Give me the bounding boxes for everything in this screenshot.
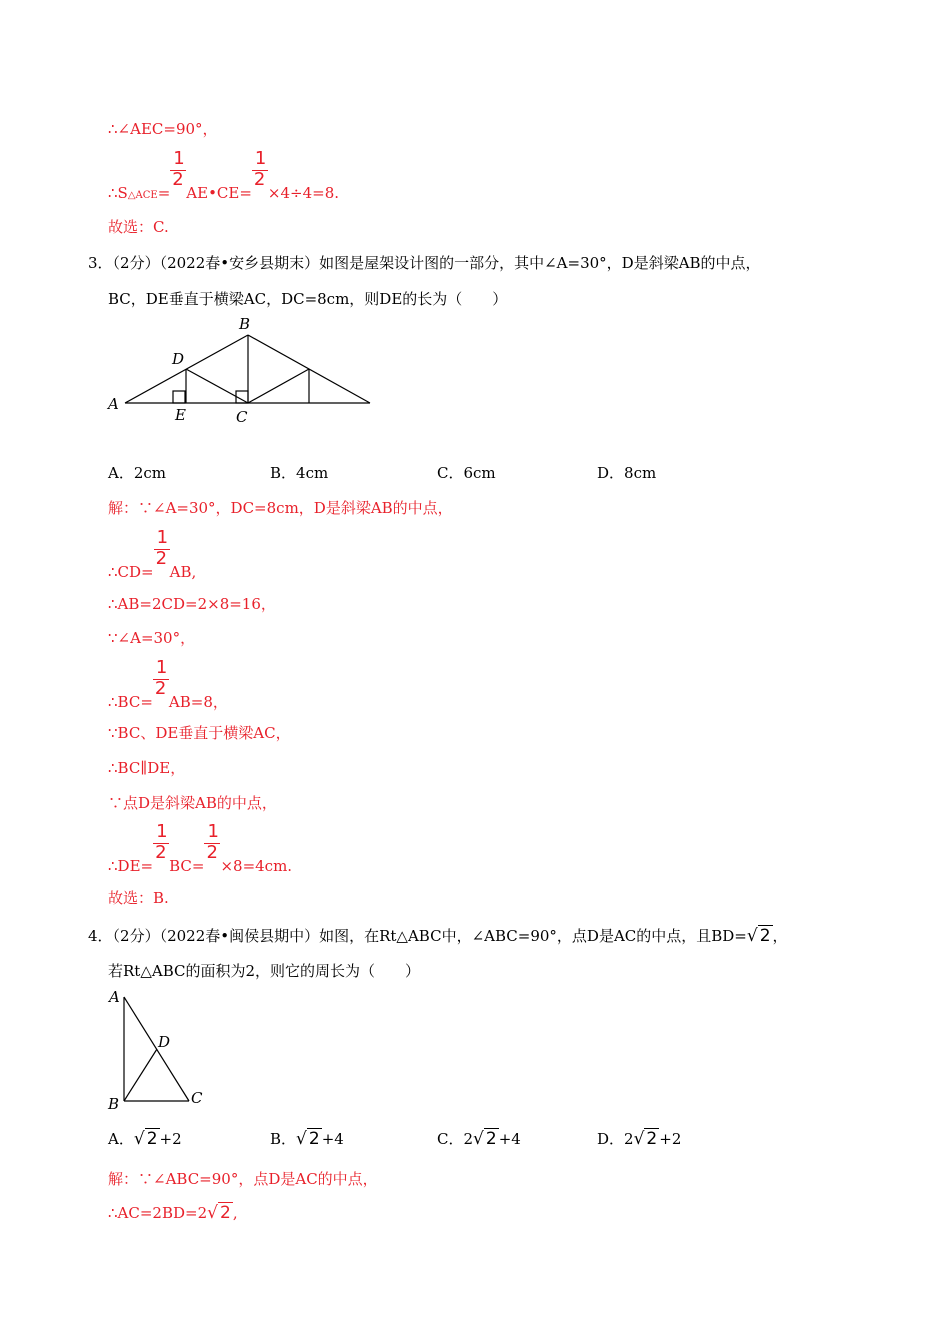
sol2-line2: ∴S△ACE= $\frac{1}{2}$ AE•CE= $\frac{1}{2}$ ×4÷4=8.: [108, 148, 340, 202]
sol3-line8: ∵点D是斜梁AB的中点，: [108, 794, 277, 812]
sol2-line1: ∴∠AEC=90°，: [108, 120, 218, 138]
q3-stem-line2: BC，DE垂直于横梁AC，DC=8cm，则DE的长为（ ）: [108, 290, 508, 308]
q3-option-b[interactable]: B．4cm: [270, 464, 329, 482]
sol3-line4: ∵∠A=30°，: [108, 629, 196, 647]
label-E: E: [175, 406, 186, 424]
q3-stem-line1: 3．（2分）（2022春•安乡县期末）如图是屋架设计图的一部分，其中∠A=30°，D是斜梁AB的中点，: [88, 254, 761, 272]
q4-stem-line1: 4．（2分）（2022春•闽侯县期中）如图，在Rt△ABC中，∠ABC=90°，点D是AC的中点，且BD= √ 2 ，: [88, 926, 788, 946]
fraction-half: $\frac{1}{2}$: [155, 821, 168, 863]
sol4-line1: 解：∵∠ABC=90°，点D是AC的中点，: [108, 1170, 378, 1188]
label-D: D: [158, 1033, 171, 1051]
label-C: C: [236, 408, 248, 426]
label-D: D: [172, 350, 185, 368]
sqrt-expression: √ 2: [207, 1203, 231, 1223]
sol3-conclusion: 故选：B.: [108, 889, 169, 907]
fraction-half: $\frac{1}{2}$: [253, 148, 267, 190]
label-B: B: [108, 1095, 120, 1113]
q4-option-d[interactable]: D．2 √ 2 +2: [597, 1129, 682, 1149]
sol3-line9: ∴DE= $\frac{1}{2}$ BC= $\frac{1}{2}$ ×8=4cm.: [108, 821, 293, 875]
fraction-half: $\frac{1}{2}$: [155, 527, 169, 569]
q4-option-b[interactable]: B． √ 2 +4: [270, 1129, 344, 1149]
q4-options: [108, 1128, 808, 1152]
sol3-line2: ∴CD= $\frac{1}{2}$ AB,: [108, 527, 197, 581]
sol3-line3: ∴AB=2CD=2×8=16，: [108, 595, 276, 613]
q4-option-c[interactable]: C．2 √ 2 +4: [437, 1129, 521, 1149]
sol3-line5: ∴BC= $\frac{1}{2}$ AB=8，: [108, 657, 228, 711]
sol3-line6: ∵BC、DE垂直于横梁AC，: [108, 724, 291, 742]
sol3-line1: 解：∵∠A=30°，DC=8cm，D是斜梁AB的中点，: [108, 499, 453, 517]
label-C: C: [191, 1089, 203, 1107]
q4-option-a[interactable]: A． √ 2 +2: [108, 1129, 182, 1149]
sol3-line7: ∴BC∥DE，: [108, 759, 186, 777]
q3-option-c[interactable]: C．6cm: [437, 464, 496, 482]
q4-stem-line2: 若Rt△ABC的面积为2，则它的周长为（ ）: [108, 962, 421, 980]
sol2-conclusion: 故选：C.: [108, 218, 169, 236]
label-A: A: [108, 395, 119, 413]
sqrt-expression: √ 2: [746, 926, 771, 946]
q3-option-a[interactable]: A．2cm: [108, 464, 167, 482]
fraction-half: $\frac{1}{2}$: [172, 148, 185, 190]
label-B: B: [239, 315, 251, 333]
sol4-line2: ∴AC=2BD=2 √ 2 ,: [108, 1203, 238, 1223]
fraction-half: $\frac{1}{2}$: [154, 657, 168, 699]
label-A: A: [109, 988, 120, 1006]
q3-roof-truss-figure: [105, 314, 380, 429]
q3-option-d[interactable]: D．8cm: [597, 464, 657, 482]
fraction-half: $\frac{1}{2}$: [206, 821, 219, 863]
q4-triangle-figure: [105, 985, 215, 1115]
